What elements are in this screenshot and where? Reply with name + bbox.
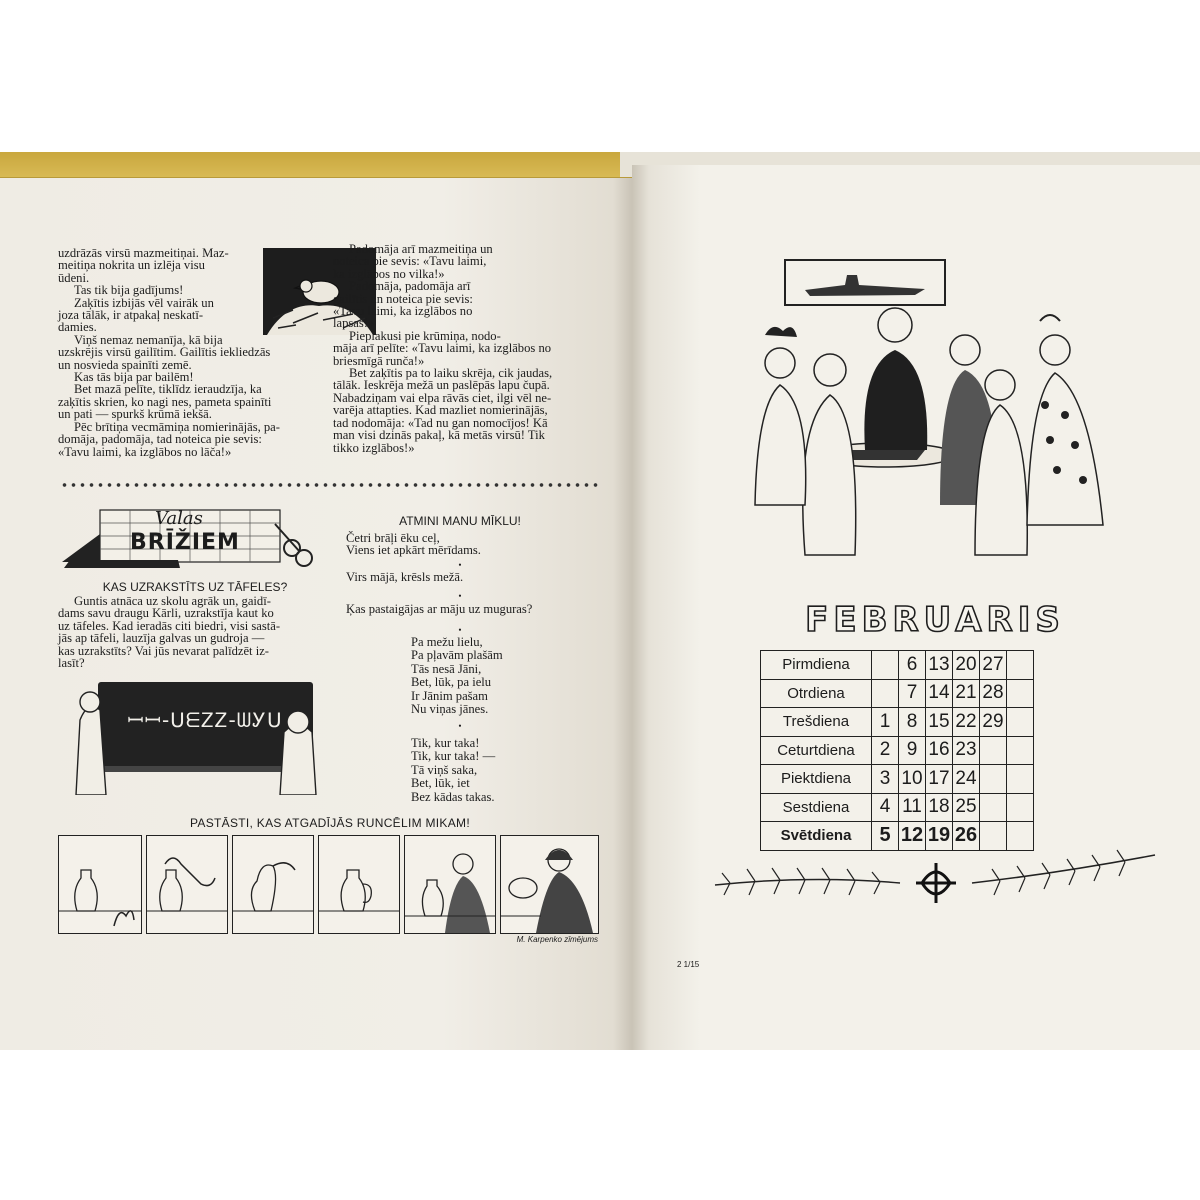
banner-bottom-word: BRĪŽIEM — [130, 530, 240, 555]
weekday-name: Sestdiena — [761, 793, 872, 822]
story-col1-line: Kas tās bija par bailēm! — [74, 370, 194, 385]
weekday-name: Piektdiena — [761, 765, 872, 794]
puzzle-line: jās ap tāfeli, lauzīja galvas un gudroja — — [58, 631, 265, 646]
weekday-name: Pirmdiena — [761, 651, 872, 680]
comic-panel-1 — [58, 835, 142, 934]
date-cell: 10 — [899, 765, 926, 794]
poem-2 — [411, 737, 601, 804]
weekday-name: Ceturtdiena — [761, 736, 872, 765]
date-cell: 19 — [926, 822, 953, 851]
story-col2-line: ka izglābos no vilka!» — [333, 266, 445, 281]
riddle2-line: Virs mājā, krēsls mežā. — [346, 570, 464, 584]
poem1-line: Nu viņas jānes. — [411, 702, 489, 717]
blackboard-graphic — [70, 680, 332, 795]
story-col1-line: joza tālāk, ir atpakaļ neskatī- — [58, 308, 204, 323]
story-col2-line: Bet zaķītis pa to laiku skrēja, cik jaudas, — [349, 366, 553, 381]
date-cell — [872, 651, 899, 680]
story-col2-line: «Tavu laimi, ka izglābos no — [333, 304, 473, 319]
comic-heading: PASTĀSTI, KAS ATGADĪJĀS RUNCĒLIM MIKAM! — [190, 816, 470, 830]
story-col1-line: Zaķītis izbijās vēl vairāk un — [74, 295, 214, 310]
illustration-credit: M. Karpenko zīmējums — [516, 935, 598, 944]
date-cell: 9 — [899, 736, 926, 765]
date-cell: 12 — [899, 822, 926, 851]
comic-panel-4 — [318, 835, 400, 934]
date-cell: 5 — [872, 822, 899, 851]
riddle-2 — [346, 571, 606, 583]
riddle-heading: ATMINI MANU MĪKLU! — [399, 514, 521, 528]
date-cell: 24 — [953, 765, 980, 794]
poem2-line: Tā viņš saka, — [411, 762, 478, 777]
blackboard-writing: ꟷꟷ-ᑌᗴᏃᏃ-ᗯᎩᑌ — [127, 708, 283, 732]
poem2-line: Bet, lūk, iet — [411, 776, 470, 791]
puzzle-line: lasīt? — [58, 656, 85, 671]
date-cell — [1007, 765, 1034, 794]
riddle-bullet-4: • — [458, 721, 462, 731]
story-col2-line: Padomāja, padomāja arī — [349, 279, 471, 294]
page-footer: 2 1/15 — [677, 960, 700, 969]
story-col1-line: damies. — [58, 320, 97, 335]
poem2-line: Bez kādas takas. — [411, 789, 495, 804]
riddle-3 — [346, 603, 606, 615]
puzzle-line: uz tāfeles. Kad ieradās citi biedri, visi sastā- — [58, 618, 281, 633]
story-col2-line: tikko izglābos!» — [333, 440, 415, 455]
date-cell: 14 — [926, 679, 953, 708]
date-cell: 2 — [872, 736, 899, 765]
story-col1-line: Viņš nemaz nemanīja, kā bija — [74, 332, 223, 347]
date-cell: 26 — [953, 822, 980, 851]
poem1-line: Ir Jānim pašam — [411, 688, 488, 703]
story-col1-line: un pati — spurkš krūmā iekšā. — [58, 407, 212, 422]
date-cell — [872, 679, 899, 708]
story-col1-line: uzskrējis virsū gailītim. Gailītis iekliedzās — [58, 345, 271, 360]
blackboard-illustration — [70, 680, 332, 795]
riddle-bullet-2: • — [458, 591, 462, 601]
riddle-bullet-1: • — [458, 560, 462, 570]
month-title: FEBRUARIS — [805, 600, 1065, 640]
date-cell: 23 — [953, 736, 980, 765]
riddle3-line: Ķas pastaigājas ar māju uz muguras? — [346, 602, 533, 616]
calendar-row — [761, 793, 1034, 822]
date-cell: 4 — [872, 793, 899, 822]
puzzle-line: kas uzrakstīts? Vai jūs nevarat palīdzēt iz- — [58, 643, 269, 658]
story-col1-line: meitiņa nokrita un izlēja visu — [58, 258, 205, 273]
story-col2-line: varēja attapties. Kad mazliet nomierinājās, — [333, 403, 548, 418]
date-cell: 3 — [872, 765, 899, 794]
poem2-line: Tik, kur taka! — [411, 736, 480, 750]
poem1-line: Pa mežu lielu, — [411, 635, 483, 649]
story-col1-line: «Tavu laimi, ka izglābos no lāča!» — [58, 444, 232, 459]
riddle-bullet-3: • — [458, 625, 462, 635]
comic-strip — [58, 835, 599, 946]
valas-brizhiem-banner — [60, 504, 320, 574]
story-col1-line: Bet mazā pelīte, tiklīdz ieraudzīja, ka — [74, 382, 262, 397]
date-cell: 20 — [953, 651, 980, 680]
calendar-row — [761, 708, 1034, 737]
banner-top-word: Valas — [155, 508, 203, 529]
weekday-name: Trešdiena — [761, 708, 872, 737]
puzzle-line: dams savu draugu Kārli, uzrakstīja kaut ko — [58, 606, 274, 621]
story-col1-line: zaķītis skrien, ko nagi nes, pameta spainīti — [58, 394, 272, 409]
story-column-2 — [333, 243, 591, 454]
riddle1-line: Četri brāļi ēku ceļ, — [346, 531, 440, 545]
poem1-line: Tās nesā Jāni, — [411, 661, 482, 676]
fir-branch-ornament — [710, 845, 1162, 915]
calendar-row — [761, 679, 1034, 708]
puzzle-heading: KAS UZRAKSTĪTS UZ TĀFELES? — [102, 580, 288, 594]
story-col2-line: gailītis un noteica pie sevis: — [333, 291, 473, 306]
date-cell: 17 — [926, 765, 953, 794]
date-cell: 15 — [926, 708, 953, 737]
riddle1-line: Viens iet apkārt mērīdams. — [346, 543, 481, 558]
poem1-line: Pa pļavām plašām — [411, 648, 503, 663]
date-cell: 28 — [980, 679, 1007, 708]
story-col2-line: tālāk. Ieskrēja mežā un paslēpās lapu čupā. — [333, 378, 550, 393]
date-cell: 13 — [926, 651, 953, 680]
story-col2-line: Padomāja arī mazmeitiņa un — [349, 242, 493, 256]
comic-panel-6 — [500, 835, 599, 934]
poem2-line: Tik, kur taka! — — [411, 749, 496, 764]
poem-1 — [411, 636, 601, 716]
date-cell — [1007, 736, 1034, 765]
date-cell — [980, 765, 1007, 794]
story-col2-line: briesmīgā runča!» — [333, 353, 425, 368]
date-cell: 16 — [926, 736, 953, 765]
story-col1-line: Tas tik bija gadījums! — [74, 283, 184, 298]
comic-panel-3 — [232, 835, 314, 934]
date-cell — [980, 736, 1007, 765]
date-cell: 11 — [899, 793, 926, 822]
story-col2-line: māja arī pelīte: «Tavu laimi, ka izglābos no — [333, 341, 552, 356]
date-cell: 6 — [899, 651, 926, 680]
calendar-row — [761, 736, 1034, 765]
date-cell — [980, 793, 1007, 822]
date-cell: 8 — [899, 708, 926, 737]
poem1-line: Bet, lūk, pa ielu — [411, 675, 492, 690]
comic-panel-2 — [146, 835, 228, 934]
story-col1-line: uzdrāzās virsū mazmeitiņai. Maz- — [58, 246, 229, 260]
date-cell: 27 — [980, 651, 1007, 680]
date-cell: 7 — [899, 679, 926, 708]
date-cell — [1007, 679, 1034, 708]
date-cell: 18 — [926, 793, 953, 822]
story-col2-line: noteica pie sevis: «Tavu laimi, — [333, 254, 487, 269]
date-cell: 21 — [953, 679, 980, 708]
story-col1-line: domāja, padomāja, tad noteica pie sevis: — [58, 432, 262, 447]
date-cell: 25 — [953, 793, 980, 822]
date-cell: 29 — [980, 708, 1007, 737]
date-cell — [1007, 708, 1034, 737]
story-col2-line: tad nodomāja: «Tad nu gan nomocījos! Kā — [333, 415, 548, 430]
calendar-row — [761, 765, 1034, 794]
date-cell: 22 — [953, 708, 980, 737]
story-col1-line: Pēc brītiņa vecmāmiņa nomierinājās, pa- — [74, 419, 280, 434]
date-cell — [1007, 651, 1034, 680]
story-col2-line: lapsas!» — [333, 316, 375, 331]
date-cell: 1 — [872, 708, 899, 737]
date-cell — [1007, 793, 1034, 822]
story-col2-line: Nabadziņam vai elpa rāvās ciet, ilgi vēl ne- — [333, 390, 552, 405]
weekday-name: Otrdiena — [761, 679, 872, 708]
calendar-row — [761, 651, 1034, 680]
story-col1-line: ūdeni. — [58, 270, 90, 285]
riddle-1 — [346, 532, 606, 557]
children-with-ship-illustration — [735, 255, 1115, 595]
story-col2-line: man visi dzinās pakaļ, kā metās virsū! Tik — [333, 428, 545, 443]
dotted-divider — [60, 480, 602, 490]
story-col1-line: un nosviedа spainīti zemē. — [58, 357, 192, 372]
puzzle-line: Guntis atnāca uz skolu agrāk un, gaidī- — [74, 594, 271, 608]
puzzle-text — [58, 595, 336, 669]
story-col2-line: Pieplakusi pie krūmiņa, nodo- — [349, 328, 501, 343]
calendar-table — [760, 650, 1034, 851]
weekday-name: Svētdiena — [761, 822, 872, 851]
comic-panel-5 — [404, 835, 496, 934]
